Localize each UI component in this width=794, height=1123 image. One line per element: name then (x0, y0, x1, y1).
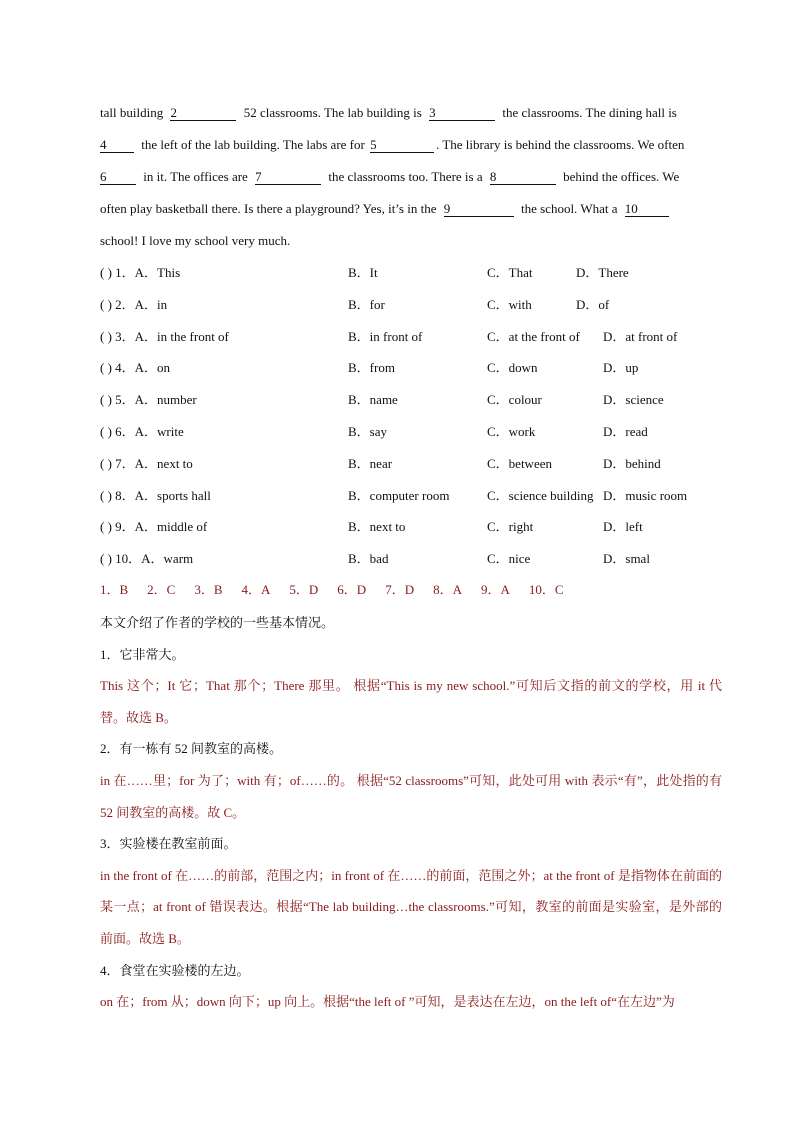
option-c: C．down (487, 360, 538, 376)
blank-7: 7 (255, 169, 321, 185)
option-d: D．science (603, 392, 664, 408)
blank-8: 8 (490, 169, 556, 185)
blank-4: 4 (100, 137, 134, 153)
question-row (100, 286, 740, 318)
answer-item: 2．C (147, 582, 176, 597)
explanation-body: in 在……里；for 为了；with 有；of……的。 根据“52 classrooms”可知，此处可用 with 表示“有”，此处指的有 52 间教室的高楼。故 C。 (100, 772, 722, 820)
question-row (100, 413, 740, 445)
explanation (100, 607, 722, 1018)
question-number: ( ) 6．A．write (100, 423, 184, 439)
passage-text: the school. What a (520, 201, 618, 216)
passage-line-1 (100, 97, 722, 129)
blank-10: 10 (625, 201, 669, 217)
question-row (100, 540, 740, 572)
option-b: B．say (348, 423, 388, 439)
passage-line-3 (100, 161, 722, 193)
cloze-passage (100, 97, 722, 257)
answer-item: 3．B (194, 582, 223, 597)
question-number: ( ) 8．A．sports hall (100, 487, 211, 503)
explanation-title: 3．实验楼在教室前面。 (100, 836, 237, 852)
passage-line-2 (100, 129, 722, 161)
blank-6: 6 (100, 169, 136, 185)
explanation-body: This 这个；It 它；That 那个；There 那里。 根据“This is my new school.”可知后文指的前文的学校，用 it 代替。故选 B。 (100, 678, 722, 725)
question-number: ( ) 5．A．number (100, 392, 197, 408)
answer-item: 4．A (241, 582, 271, 597)
passage-text: the classrooms. The dining hall is (502, 105, 677, 120)
question-number: ( ) 7．A．next to (100, 455, 193, 471)
explanation-title: 4．食堂在实验楼的左边。 (100, 962, 250, 978)
option-d: D．There (576, 265, 629, 280)
option-c: C．nice (487, 551, 531, 567)
option-b: B．near (348, 455, 393, 471)
option-b: B．computer room (348, 487, 450, 503)
question-row (100, 349, 740, 381)
option-b: B．from (348, 360, 395, 376)
answer-item: 10．C (528, 582, 564, 597)
option-d: D．left (603, 519, 643, 535)
passage-text: behind the offices. We (563, 169, 680, 184)
option-c: C．That (487, 265, 533, 280)
question-number: ( ) 3．A．in the front of (100, 328, 229, 344)
option-d: D．of (576, 296, 610, 312)
answer-item: 8．A (433, 582, 462, 597)
question-number: ( ) 10．A．warm (100, 551, 194, 567)
option-d: D．smal (603, 551, 650, 567)
question-row (100, 318, 740, 350)
passage-line-5: school! I love my school very much. (100, 233, 291, 248)
option-c: C．with (487, 296, 532, 312)
answer-item: 6．D (337, 582, 367, 597)
answer-item: 1．B (100, 582, 129, 597)
question-number: ( ) 2．A．in (100, 296, 168, 312)
option-d: D．behind (603, 455, 661, 471)
explanation-body: on 在；from 从；down 向下；up 向上。根据“the left of ”可知，是表达在左边，on the left of“在左边”为 (100, 994, 675, 1010)
passage-text: tall building (100, 105, 164, 120)
blank-3: 3 (429, 105, 495, 121)
passage-text: . The library is behind the classrooms. We often (436, 137, 685, 152)
question-row (100, 508, 740, 540)
question-number: ( ) 1．A．This (100, 265, 181, 280)
question-number: ( ) 4．A．on (100, 360, 171, 376)
option-b: B．for (348, 296, 385, 312)
option-c: C．colour (487, 392, 542, 408)
option-c: C．work (487, 423, 536, 439)
blank-9: 9 (444, 201, 514, 217)
answer-item: 9．A (480, 582, 510, 597)
answer-key (100, 579, 583, 598)
option-b: B．It (348, 265, 378, 280)
option-b: B．in front of (348, 328, 423, 344)
option-c: C．right (487, 519, 534, 535)
option-d: D．at front of (603, 328, 678, 344)
passage-text: often play basketball there. Is there a playground? Yes, it’s in the (100, 201, 437, 216)
option-d: D．music room (603, 487, 688, 503)
explanation-intro: 本文介绍了作者的学校的一些基本情况。 (100, 615, 335, 630)
passage-text: the classrooms too. There is a (328, 169, 483, 184)
question-row (100, 381, 740, 413)
option-d: D．read (603, 423, 648, 439)
question-number: ( ) 9．A．middle of (100, 519, 208, 535)
answer-item: 7．D (385, 582, 415, 597)
passage-text: 52 classrooms. The lab building is (243, 105, 422, 120)
blank-5: 5 (370, 137, 434, 153)
question-row (100, 445, 740, 477)
option-d: D．up (603, 360, 639, 376)
question-row (100, 477, 740, 509)
option-b: B．name (348, 392, 398, 408)
answer-item: 5．D (289, 582, 319, 597)
question-row (100, 254, 740, 286)
option-c: C．between (487, 455, 552, 471)
option-c: C．at the front of (487, 328, 580, 344)
blank-2: 2 (170, 105, 236, 121)
explanation-title: 1．它非常大。 (100, 646, 185, 662)
passage-text: the left of the lab building. The labs are for (141, 137, 365, 152)
option-c: C．science building (487, 487, 594, 503)
explanation-body: in the front of 在……的前部，范围之内；in front of 在……的前面，范围之外；at the front of 是指物体在前面的某一点；at front of 错误表达。根据“The lab building…the classrooms.”可知，教室的前面是实验室，是外部的前面。故选 B。 (100, 867, 722, 946)
passage-text: in it. The offices are (143, 169, 248, 184)
option-b: B．next to (348, 519, 406, 535)
explanation-title: 2．有一栋有 52 间教室的高楼。 (100, 741, 283, 757)
question-list (100, 254, 740, 572)
option-b: B．bad (348, 551, 389, 567)
passage-line-4 (100, 193, 722, 225)
